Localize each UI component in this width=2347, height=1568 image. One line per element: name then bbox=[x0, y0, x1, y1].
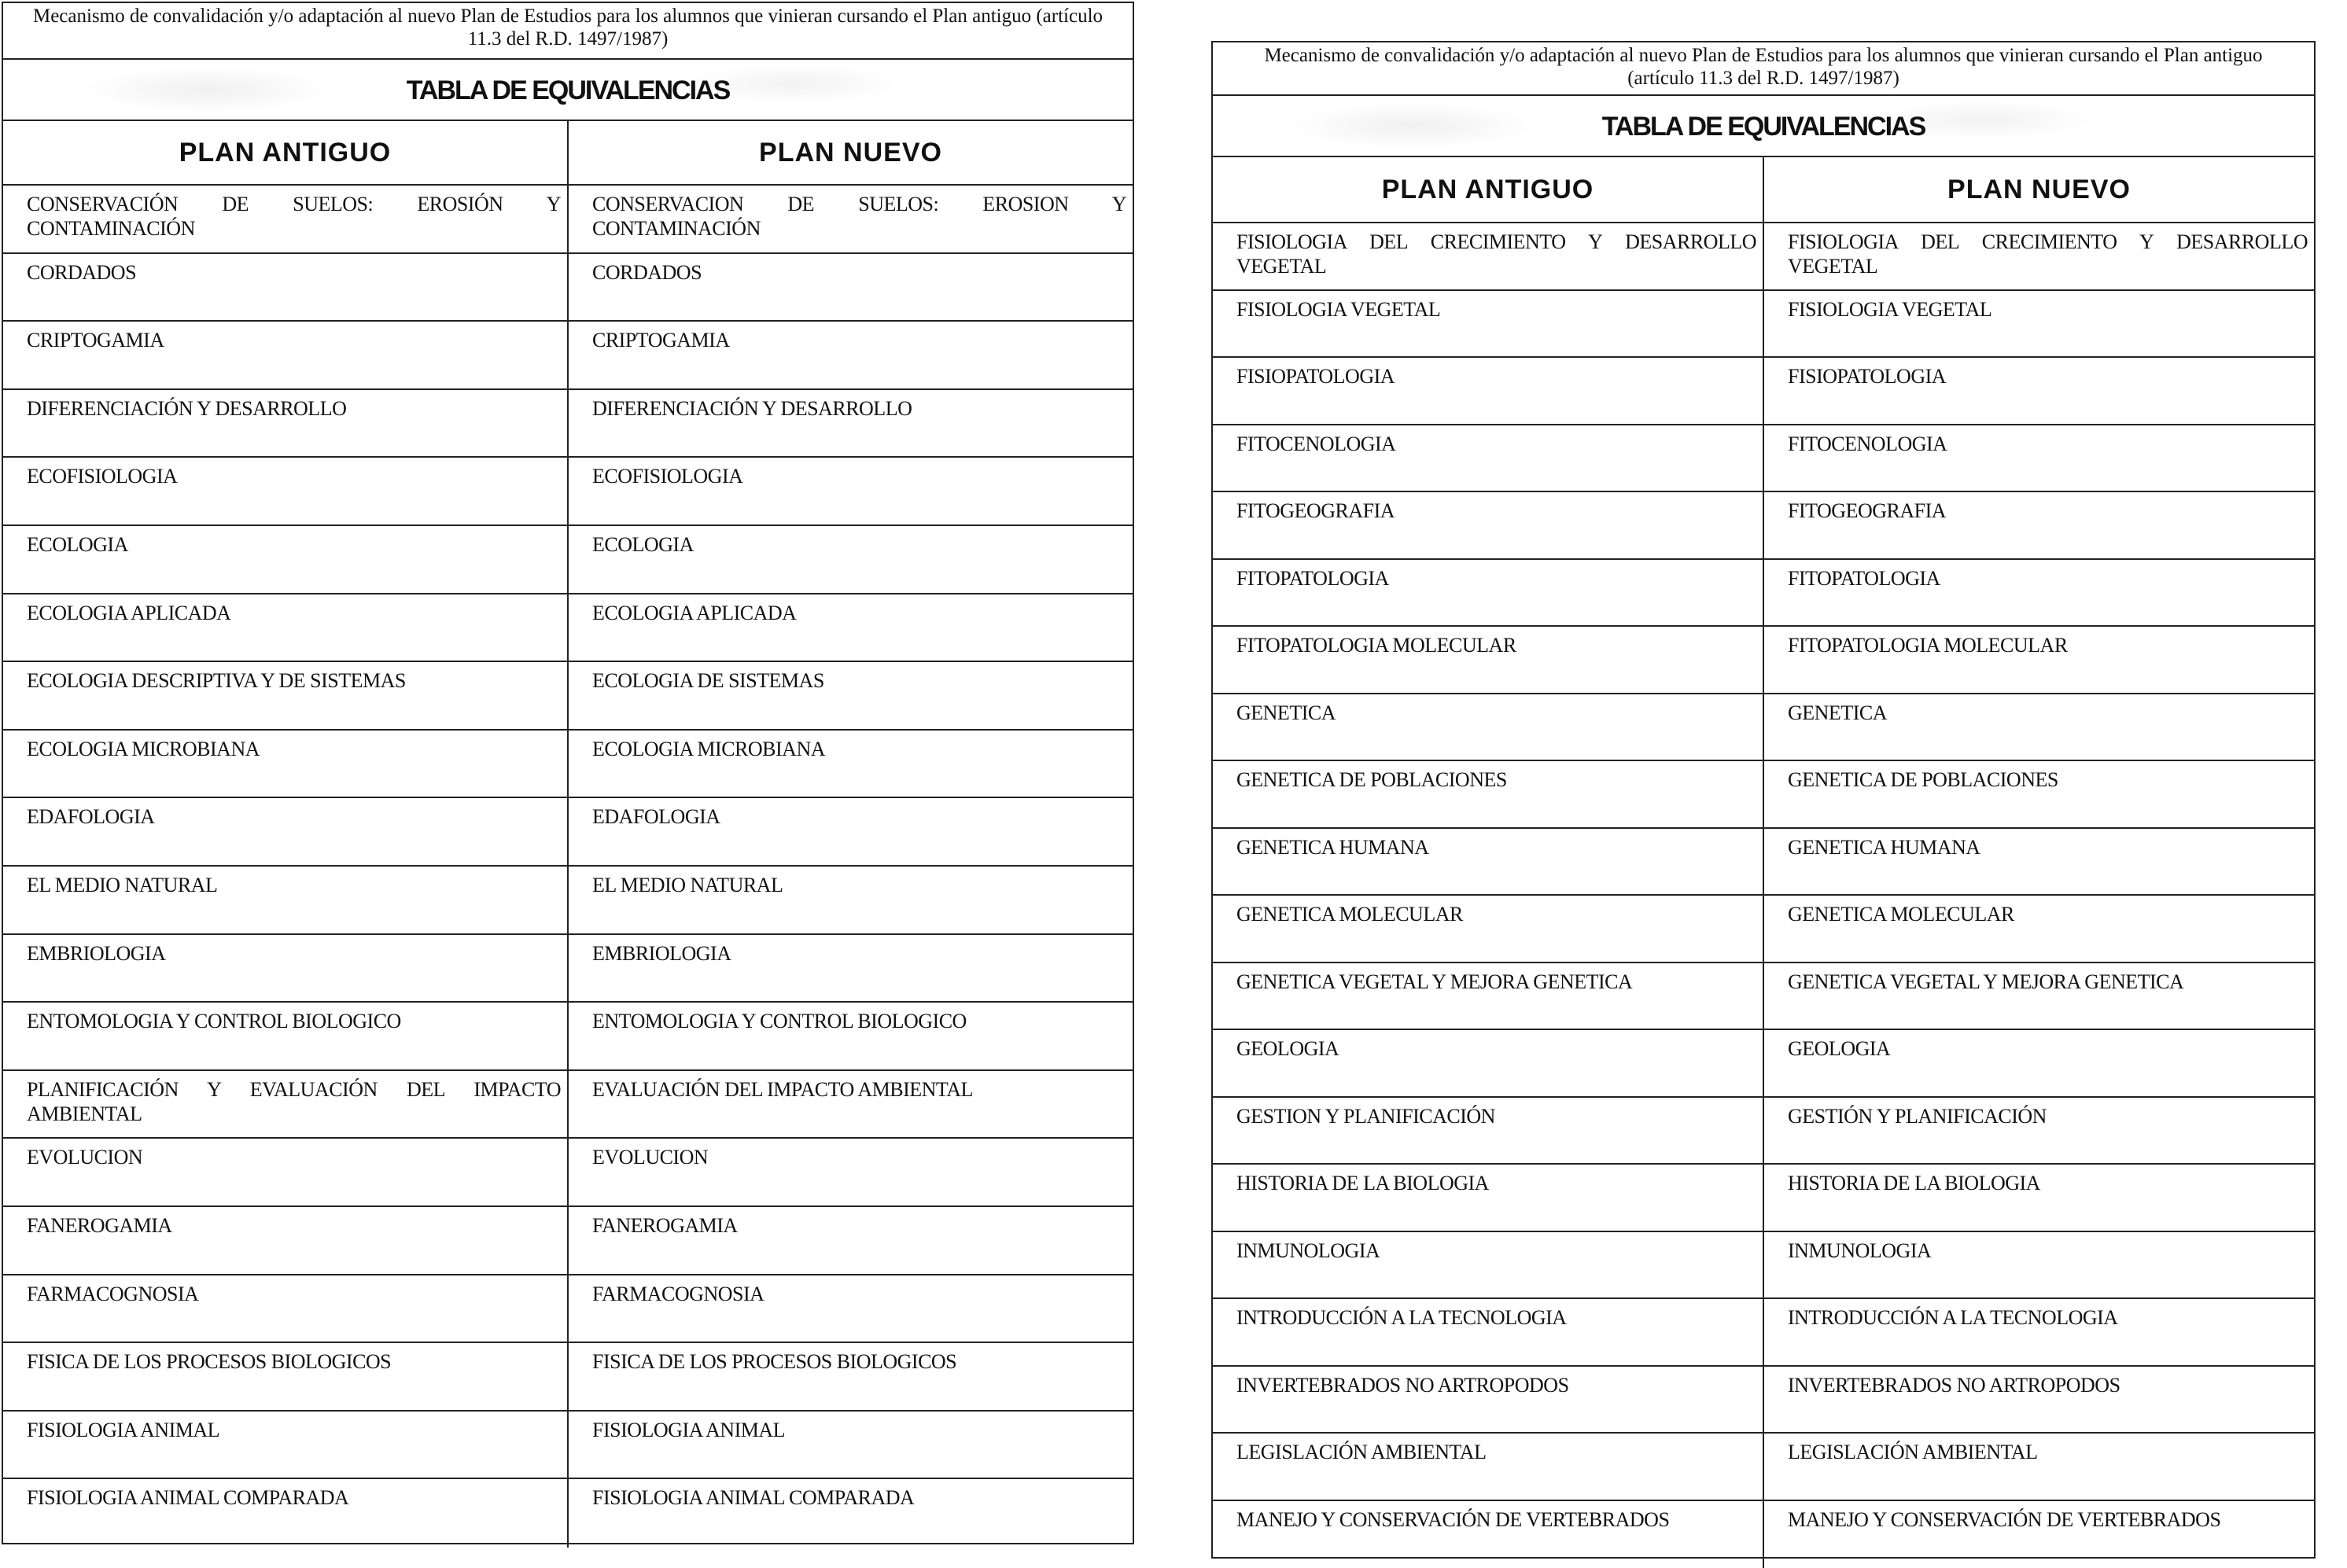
table-row bbox=[3, 867, 1133, 935]
table-row bbox=[3, 662, 1133, 731]
header-plan-nuevo: PLAN NUEVO bbox=[569, 121, 1133, 184]
table-row bbox=[3, 1479, 1133, 1548]
table-row bbox=[3, 1207, 1133, 1275]
cell-plan-nuevo: ECOLOGIA DE SISTEMAS bbox=[569, 662, 1133, 729]
table-row bbox=[1213, 560, 2314, 628]
cell-plan-antiguo: FISICA DE LOS PROCESOS BIOLOGICOS bbox=[3, 1343, 569, 1410]
cell-plan-nuevo: FISIOLOGIA ANIMAL bbox=[569, 1412, 1133, 1478]
table-row bbox=[3, 1343, 1133, 1412]
table-row bbox=[1213, 223, 2314, 291]
table-row bbox=[1213, 1367, 2314, 1434]
cell-plan-antiguo: INTRODUCCIÓN A LA TECNOLOGIA bbox=[1213, 1299, 1764, 1365]
table-row bbox=[3, 935, 1133, 1003]
cell-plan-antiguo: GEOLOGIA bbox=[1213, 1030, 1764, 1096]
cell-plan-nuevo: GESTIÓN Y PLANIFICACIÓN bbox=[1764, 1098, 2314, 1164]
table-row bbox=[1213, 425, 2314, 493]
column-headers bbox=[1213, 157, 2314, 223]
cell-plan-nuevo: FISIOLOGIA ANIMAL COMPARADA bbox=[569, 1479, 1133, 1548]
cell-plan-antiguo: ECOLOGIA DESCRIPTIVA Y DE SISTEMAS bbox=[3, 662, 569, 729]
cell-plan-nuevo: CONSERVACION DE SUELOS: EROSION Y CONTAMINACIÓN bbox=[569, 186, 1133, 252]
table-row bbox=[3, 1412, 1133, 1480]
cell-plan-antiguo: FITOCENOLOGIA bbox=[1213, 425, 1764, 491]
table-row bbox=[3, 390, 1133, 458]
cell-plan-antiguo: FITOGEOGRAFIA bbox=[1213, 492, 1764, 558]
table-row bbox=[1213, 627, 2314, 694]
table-row bbox=[1213, 1434, 2314, 1501]
cell-plan-antiguo: FISIOLOGIA ANIMAL bbox=[3, 1412, 569, 1478]
cell-plan-antiguo: ECOLOGIA MICROBIANA bbox=[3, 731, 569, 797]
cell-plan-antiguo: EL MEDIO NATURAL bbox=[3, 867, 569, 933]
cell-plan-antiguo: EVOLUCION bbox=[3, 1139, 569, 1205]
cell-plan-nuevo: GEOLOGIA bbox=[1764, 1030, 2314, 1096]
table-banner: TABLA DE EQUIVALENCIAS bbox=[3, 60, 1133, 121]
table-banner: TABLA DE EQUIVALENCIAS bbox=[1213, 96, 2314, 157]
cell-plan-antiguo: GESTION Y PLANIFICACIÓN bbox=[1213, 1098, 1764, 1164]
table-row bbox=[1213, 291, 2314, 359]
cell-plan-nuevo: EL MEDIO NATURAL bbox=[569, 867, 1133, 933]
table-row bbox=[1213, 896, 2314, 963]
cell-plan-antiguo: GENETICA HUMANA bbox=[1213, 829, 1764, 895]
cell-plan-nuevo: FITOPATOLOGIA MOLECULAR bbox=[1764, 627, 2314, 693]
cell-plan-antiguo: LEGISLACIÓN AMBIENTAL bbox=[1213, 1434, 1764, 1500]
cell-plan-antiguo: CRIPTOGAMIA bbox=[3, 322, 569, 388]
right-equivalence-table bbox=[1211, 41, 2316, 1559]
cell-plan-antiguo: PLANIFICACIÓN Y EVALUACIÓN DEL IMPACTO AMBIENTAL bbox=[3, 1071, 569, 1138]
table-row bbox=[1213, 1299, 2314, 1367]
table-row bbox=[3, 594, 1133, 663]
table-row bbox=[1213, 1165, 2314, 1232]
cell-plan-nuevo: FISIOPATOLOGIA bbox=[1764, 358, 2314, 424]
cell-plan-nuevo: GENETICA HUMANA bbox=[1764, 829, 2314, 895]
cell-plan-nuevo: ECOLOGIA MICROBIANA bbox=[569, 731, 1133, 797]
cell-plan-antiguo: FARMACOGNOSIA bbox=[3, 1275, 569, 1342]
table-row bbox=[1213, 1098, 2314, 1165]
cell-plan-nuevo: EVOLUCION bbox=[569, 1139, 1133, 1205]
table-row bbox=[3, 1139, 1133, 1207]
cell-plan-antiguo: FISIOLOGIA ANIMAL COMPARADA bbox=[3, 1479, 569, 1548]
cell-plan-nuevo: ECOLOGIA APLICADA bbox=[569, 594, 1133, 661]
cell-plan-antiguo: CONSERVACIÓN DE SUELOS: EROSIÓN Y CONTAMINACIÓN bbox=[3, 186, 569, 252]
cell-plan-nuevo: DIFERENCIACIÓN Y DESARROLLO bbox=[569, 390, 1133, 457]
cell-plan-nuevo: EDAFOLOGIA bbox=[569, 798, 1133, 865]
table-row bbox=[1213, 1232, 2314, 1300]
table-caption: Mecanismo de convalidación y/o adaptación al nuevo Plan de Estudios para los alumnos que vinieran cursando el Plan antiguo (artículo 11.3 del R.D. 1497/1987) bbox=[3, 3, 1133, 60]
cell-plan-nuevo: ECOFISIOLOGIA bbox=[569, 458, 1133, 525]
header-plan-antiguo: PLAN ANTIGUO bbox=[3, 121, 569, 184]
cell-plan-antiguo: FISIOLOGIA VEGETAL bbox=[1213, 291, 1764, 357]
cell-plan-nuevo: FISIOLOGIA DEL CRECIMIENTO Y DESARROLLO VEGETAL bbox=[1764, 223, 2314, 289]
cell-plan-nuevo: GENETICA DE POBLACIONES bbox=[1764, 761, 2314, 827]
cell-plan-nuevo: CRIPTOGAMIA bbox=[569, 322, 1133, 388]
table-row bbox=[3, 186, 1133, 254]
cell-plan-antiguo: ECOLOGIA bbox=[3, 526, 569, 593]
cell-plan-antiguo: INVERTEBRADOS NO ARTROPODOS bbox=[1213, 1367, 1764, 1433]
cell-plan-nuevo: LEGISLACIÓN AMBIENTAL bbox=[1764, 1434, 2314, 1500]
cell-plan-antiguo: FISIOPATOLOGIA bbox=[1213, 358, 1764, 424]
left-equivalence-table bbox=[2, 2, 1134, 1544]
cell-plan-nuevo: HISTORIA DE LA BIOLOGIA bbox=[1764, 1165, 2314, 1231]
cell-plan-nuevo: FARMACOGNOSIA bbox=[569, 1275, 1133, 1342]
cell-plan-antiguo: EMBRIOLOGIA bbox=[3, 935, 569, 1002]
table-row bbox=[3, 731, 1133, 799]
cell-plan-nuevo: ENTOMOLOGIA Y CONTROL BIOLOGICO bbox=[569, 1003, 1133, 1069]
table-row bbox=[1213, 1030, 2314, 1098]
table-row bbox=[1213, 1501, 2314, 1568]
cell-plan-antiguo: EDAFOLOGIA bbox=[3, 798, 569, 865]
cell-plan-nuevo: INVERTEBRADOS NO ARTROPODOS bbox=[1764, 1367, 2314, 1433]
cell-plan-antiguo: FITOPATOLOGIA MOLECULAR bbox=[1213, 627, 1764, 693]
cell-plan-antiguo: INMUNOLOGIA bbox=[1213, 1232, 1764, 1298]
cell-plan-nuevo: EMBRIOLOGIA bbox=[569, 935, 1133, 1002]
table-row bbox=[3, 526, 1133, 594]
cell-plan-nuevo: FANEROGAMIA bbox=[569, 1207, 1133, 1274]
cell-plan-antiguo: GENETICA bbox=[1213, 694, 1764, 760]
table-row bbox=[1213, 694, 2314, 762]
cell-plan-nuevo: ECOLOGIA bbox=[569, 526, 1133, 593]
cell-plan-antiguo: FITOPATOLOGIA bbox=[1213, 560, 1764, 626]
table-row bbox=[1213, 761, 2314, 829]
cell-plan-antiguo: FANEROGAMIA bbox=[3, 1207, 569, 1274]
column-headers bbox=[3, 121, 1133, 186]
cell-plan-nuevo: MANEJO Y CONSERVACIÓN DE VERTEBRADOS bbox=[1764, 1501, 2314, 1568]
table-row bbox=[3, 1275, 1133, 1344]
cell-plan-antiguo: MANEJO Y CONSERVACIÓN DE VERTEBRADOS bbox=[1213, 1501, 1764, 1568]
table-row bbox=[3, 322, 1133, 390]
table-body bbox=[3, 186, 1133, 1548]
cell-plan-antiguo: GENETICA VEGETAL Y MEJORA GENETICA bbox=[1213, 963, 1764, 1029]
table-row bbox=[3, 798, 1133, 867]
table-row bbox=[3, 1003, 1133, 1071]
table-row bbox=[3, 254, 1133, 322]
header-plan-nuevo: PLAN NUEVO bbox=[1764, 157, 2314, 222]
table-row bbox=[1213, 358, 2314, 425]
cell-plan-antiguo: GENETICA MOLECULAR bbox=[1213, 896, 1764, 962]
table-row bbox=[1213, 829, 2314, 896]
cell-plan-nuevo: GENETICA VEGETAL Y MEJORA GENETICA bbox=[1764, 963, 2314, 1029]
cell-plan-nuevo: GENETICA bbox=[1764, 694, 2314, 760]
cell-plan-antiguo: HISTORIA DE LA BIOLOGIA bbox=[1213, 1165, 1764, 1231]
header-plan-antiguo: PLAN ANTIGUO bbox=[1213, 157, 1764, 222]
cell-plan-nuevo: FITOPATOLOGIA bbox=[1764, 560, 2314, 626]
cell-plan-nuevo: INMUNOLOGIA bbox=[1764, 1232, 2314, 1298]
cell-plan-nuevo: CORDADOS bbox=[569, 254, 1133, 321]
cell-plan-antiguo: CORDADOS bbox=[3, 254, 569, 321]
cell-plan-nuevo: FITOCENOLOGIA bbox=[1764, 425, 2314, 491]
table-row bbox=[3, 458, 1133, 526]
table-row bbox=[3, 1071, 1133, 1139]
cell-plan-antiguo: ECOLOGIA APLICADA bbox=[3, 594, 569, 661]
cell-plan-antiguo: FISIOLOGIA DEL CRECIMIENTO Y DESARROLLO VEGETAL bbox=[1213, 223, 1764, 289]
cell-plan-antiguo: ECOFISIOLOGIA bbox=[3, 458, 569, 525]
cell-plan-antiguo: DIFERENCIACIÓN Y DESARROLLO bbox=[3, 390, 569, 457]
table-caption: Mecanismo de convalidación y/o adaptación al nuevo Plan de Estudios para los alumnos que vinieran cursando el Plan antiguo (artículo 11.3 del R.D. 1497/1987) bbox=[1213, 42, 2314, 96]
cell-plan-nuevo: EVALUACIÓN DEL IMPACTO AMBIENTAL bbox=[569, 1071, 1133, 1138]
cell-plan-nuevo: GENETICA MOLECULAR bbox=[1764, 896, 2314, 962]
cell-plan-antiguo: ENTOMOLOGIA Y CONTROL BIOLOGICO bbox=[3, 1003, 569, 1069]
cell-plan-nuevo: FITOGEOGRAFIA bbox=[1764, 492, 2314, 558]
table-row bbox=[1213, 963, 2314, 1031]
cell-plan-antiguo: GENETICA DE POBLACIONES bbox=[1213, 761, 1764, 827]
table-row bbox=[1213, 492, 2314, 560]
table-body bbox=[1213, 223, 2314, 1568]
cell-plan-nuevo: FISIOLOGIA VEGETAL bbox=[1764, 291, 2314, 357]
cell-plan-nuevo: INTRODUCCIÓN A LA TECNOLOGIA bbox=[1764, 1299, 2314, 1365]
cell-plan-nuevo: FISICA DE LOS PROCESOS BIOLOGICOS bbox=[569, 1343, 1133, 1410]
